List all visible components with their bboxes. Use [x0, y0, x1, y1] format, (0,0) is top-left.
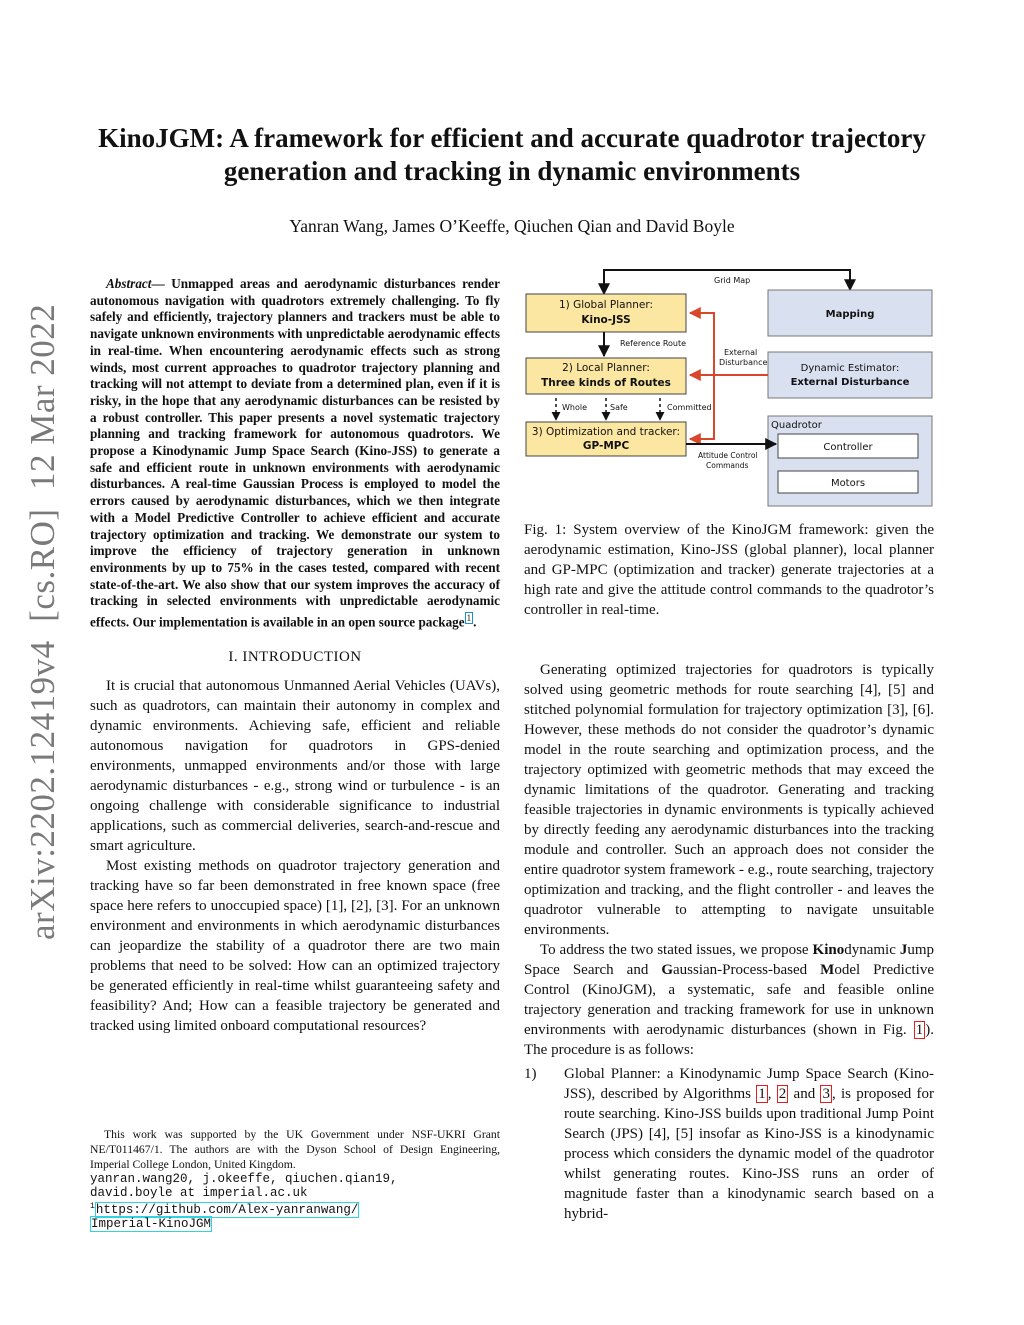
global-planner-label: 1) Global Planner:: [558, 299, 654, 311]
p2-text-d: aussian-Process-based: [673, 962, 821, 978]
abstract-text: Unmapped areas and aerodynamic disturbances render autonomous navigation with quadrotors extremely challenging. To fly safely and efficiently, trajectory planners and trackers must be able to navigate unknown environments with unpredictable aerodynamic effects in real-time. When encountering aerodynamic effects such as strong winds, most current approaches to quadrotor trajectory planning and tracking will not attempt to deviate from a determined plan, even if it is risky, in the hope that any aerodynamic disturbances can be resisted by a robust controller. This paper presents a novel systematic trajectory planning and tracking framework for autonomous quadrotors. We propose a Kinodynamic Jump Space Search (Kino-JSS) to generate a safe and efficient route in unknown environments with aerodynamic disturbances. A real-time Gaussian Process is employed to model the errors caused by aerodynamic disturbances, which we then integrate with a Model Predictive Controller to achieve efficient and accurate trajectory optimization and tracking. We demonstrate our system to improve the efficiency of trajectory generation in unknown environments by up to 75% in the cases tested, compared with recent state-of-the-art. We also show that our system improves the accuracy of tracking in selected environments with unpredictable aerodynamic effects. Our implementation is available in an open source package: [90, 276, 500, 630]
p2-bold-m: M: [820, 962, 835, 978]
optimization-tracker-label: 3) Optimization and tracker:: [531, 426, 681, 438]
figure-1-link[interactable]: 1: [915, 1022, 924, 1038]
grid-map-label: Grid Map: [714, 276, 751, 285]
section-heading-introduction: I. INTRODUCTION: [228, 649, 362, 666]
footnote-number: 1: [90, 1202, 95, 1211]
controller-label: Controller: [823, 442, 873, 453]
intro-paragraph-2: Most existing methods on quadrotor trajectory generation and tracking have so far been demonstrated in free known space (free space here refers to unoccupied space) [1], [2], [3]. For an unknown environment and environments in which aerodynamic disturbances can jeopardize the stability of a quadrotor there are two main problems that need to be solved: How can an optimized trajectory be generated efficiently in real-time whilst guaranteeing safety and feasibility? And; How can a feasible trajectory be generated and tracked using limited onboard computational resources?: [90, 858, 500, 1035]
left-column: [90, 276, 500, 1036]
abstract-end: .: [473, 614, 477, 630]
dynamic-estimator-label: Dynamic Estimator:: [800, 363, 900, 374]
dynamic-estimator-box: [768, 352, 932, 398]
motors-label: Motors: [830, 478, 866, 489]
external-label: External: [724, 348, 758, 357]
algorithm-2-link[interactable]: 2: [778, 1086, 787, 1102]
footnote-text: This work was supported by the UK Government under NSF-UKRI Grant NE/T011467/1. The authors are with the Dyson School of Design Engineering, Imperial College London, United Kingdom.: [90, 1128, 500, 1171]
p2-bold-kino: Kino: [812, 942, 845, 958]
right-paragraph-1: Generating optimized trajectories for quadrotors is typically solved using geometric methods for route searching [4], [5] and stitched polynomial formulation for trajectory optimization [3], [6]. However, these methods do not consider the quadrotor’s dynamic model in the route searching and optimization process, and the trajectory optimized with geometric methods that may exceed the dynamic limitations of the quadrotor. Generating and tracking feasible trajectories in dynamic environments is typically achieved by directly feeding any aerodynamic disturbances into the tracking module and controller. Such an approach does not consider the entire quadrotor system framework - e.g., route searching, trajectory optimization and tracking, and the flight controller - and leaves the quadrotor vulnerable to attempting to navigate unsuitable environments.: [524, 662, 934, 938]
p2-text-a: To address the two stated issues, we propose: [540, 942, 813, 958]
author-list: Yanran Wang, James O’Keeffe, Qiuchen Qian and David Boyle: [289, 216, 735, 236]
right-body-text: [524, 660, 934, 1224]
github-link[interactable]: [90, 1200, 500, 1231]
li1-sep-2: and: [788, 1086, 821, 1102]
safe-label: Safe: [610, 403, 628, 412]
p2-text-f: ). The procedure is as follows:: [524, 1022, 934, 1058]
commands-label: Commands: [706, 461, 749, 470]
footnote-link[interactable]: 1: [466, 613, 472, 624]
paper-title: [60, 122, 964, 188]
list-item: [524, 1064, 934, 1224]
title-line-1: KinoJGM: A framework for efficient and accurate quadrotor trajectory: [98, 123, 926, 153]
p2-text-c: ump Space Search and: [524, 942, 935, 978]
whole-label: Whole: [562, 403, 588, 412]
p2-bold-j: J: [899, 942, 908, 958]
kino-jss-label: Kino-JSS: [581, 314, 631, 326]
li1-text-a: Global Planner: a Kinodynamic Jump Space Search (Kino-JSS), described by Algorithms: [564, 1066, 934, 1102]
local-planner-label: 2) Local Planner:: [562, 362, 650, 374]
gp-mpc-label: GP-MPC: [582, 440, 630, 452]
external-disturbance-label: External Disturbance: [790, 377, 910, 388]
li1-sep-1: ,: [767, 1086, 777, 1102]
committed-label: Committed: [667, 403, 712, 412]
abstract-label: Abstract: [106, 276, 152, 291]
abstract-dash: —: [151, 276, 172, 291]
disturbance-label: Disturbance: [719, 358, 768, 367]
p2-text-b: dynamic: [844, 942, 900, 958]
mapping-label: Mapping: [825, 309, 875, 320]
right-paragraph-2: [524, 940, 934, 1060]
system-overview-diagram: [524, 264, 934, 512]
p2-text-e: odel Predictive Control (KinoJGM), a systematic, safe and feasible online trajectory generation and tracking framework for use in unknown environments with aerodynamic disturbances (shown in Fig.: [524, 962, 934, 1038]
email-line-2: david.boyle at imperial.ac.uk: [90, 1186, 308, 1200]
reference-route-label: Reference Route: [620, 339, 687, 348]
li1-text-b: , is proposed for route searching. Kino-JSS builds upon traditional Jump Point Search (JPS) [4], [5] insofar as Kino-JSS is a kinodynamic process which considers the dynamic model of the quadrotor whilst generating routes. Kino-JSS runs an order of magnitude faster than a kinodynamic search based on a hybrid-: [564, 1086, 934, 1222]
quadrotor-label: Quadrotor: [771, 420, 822, 431]
github-link-line-2[interactable]: Imperial-KinoJGM: [91, 1217, 212, 1232]
github-link-line-1[interactable]: https://github.com/Alex-yanranwang/: [95, 1203, 359, 1218]
footnote: [90, 1127, 500, 1231]
algorithm-3-link[interactable]: 3: [822, 1086, 830, 1102]
figure-caption: Fig. 1: System overview of the KinoJGM framework: given the aerodynamic estimation, Kino-JSS (global planner), local planner and GP-MPC (optimization and tracker) generate trajectories at a high rate and give the attitude control commands to the quadrotor’s controller in real-time.: [524, 522, 934, 618]
email-line-1: yanran.wang20, j.okeeffe, qiuchen.qian19,: [90, 1172, 398, 1186]
arxiv-side-stamp: arXiv:2202.12419v4 [cs.RO] 12 Mar 2022: [23, 303, 62, 940]
abstract: [90, 276, 500, 631]
three-kinds-label: Three kinds of Routes: [541, 377, 671, 389]
p2-bold-g: G: [661, 962, 674, 978]
list-item-text: [564, 1064, 934, 1224]
algorithm-1-link[interactable]: 1: [758, 1086, 766, 1102]
title-line-2: generation and tracking in dynamic environments: [223, 156, 801, 186]
intro-paragraph-1: It is crucial that autonomous Unmanned Aerial Vehicles (UAVs), such as quadrotors, can maintain their autonomy in complex and dynamic environments. Achieving safe, efficient and reliable autonomous navigation for quadrotors in GPS-denied environments, unmapped environments and/or those with large aerodynamic disturbances - e.g., strong wind or turbulence - is an ongoing challenge with considerable significance to industrial applications, such as commercial deliveries, search-and-rescue and smart agriculture.: [90, 678, 500, 855]
list-item-number: 1): [524, 1066, 537, 1082]
right-column: [524, 264, 934, 1224]
attitude-control-label: Attitude Control: [698, 451, 758, 460]
